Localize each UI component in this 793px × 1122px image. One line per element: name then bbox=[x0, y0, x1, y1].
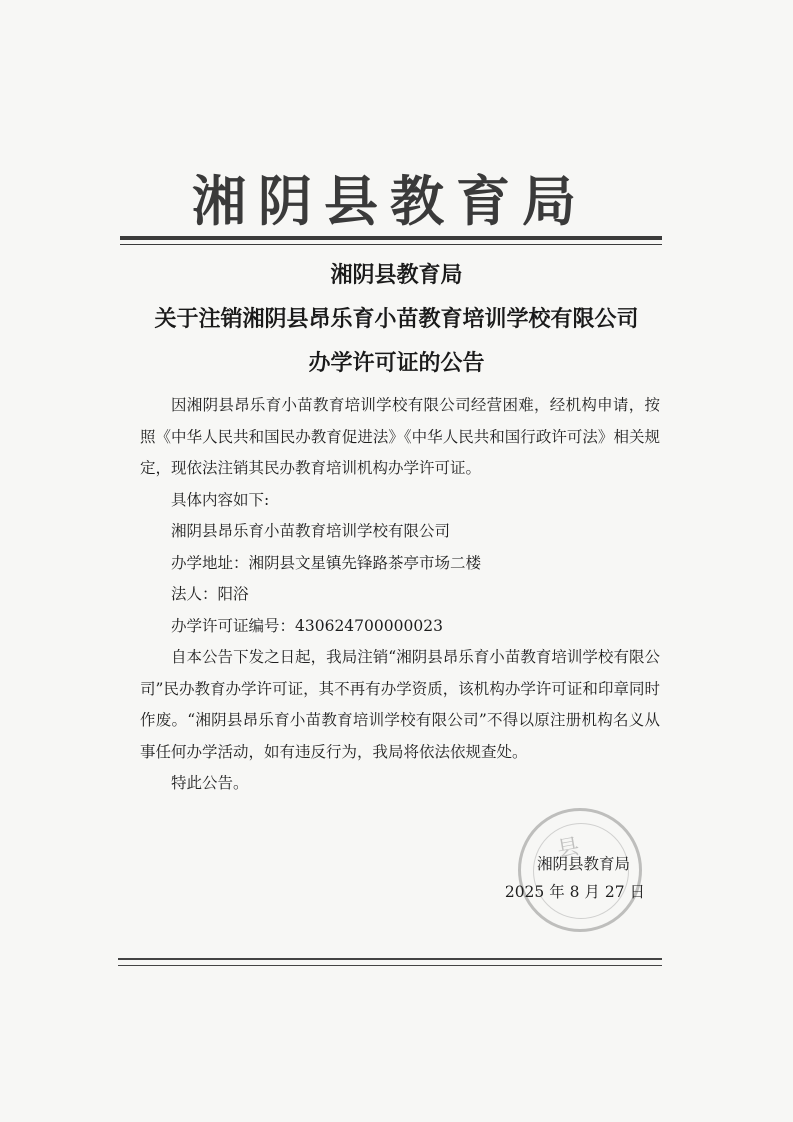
school-address: 办学地址：湘阴县文星镇先锋路茶亭市场二楼 bbox=[171, 553, 482, 572]
seal-text: 县 bbox=[555, 834, 584, 863]
letterhead-divider bbox=[120, 236, 662, 245]
school-name: 湘阴县昂乐育小苗教育培训学校有限公司 bbox=[171, 522, 451, 540]
notice-title-line-2: 关于注销湘阴县昂乐育小苗教育培训学校有限公司 bbox=[154, 307, 639, 332]
notice-title-line-1: 湘阴县教育局 bbox=[330, 263, 463, 288]
license-number: 办学许可证编号：430624700000023 bbox=[171, 616, 443, 635]
signature-date: 2025 年 8 月 27 日 bbox=[504, 883, 645, 901]
body-paragraph-reason: 因湘阴县昂乐育小苗教育培训学校有限公司经营困难，经机构申请，按照《中华人民共和国民办教育促进法》《中华人民共和国行政许可法》相关规定，现依法注销其民办教育培训机构办学许可证。 bbox=[140, 396, 660, 477]
letterhead-title: 湘阴县教育局 bbox=[192, 170, 588, 233]
details-intro: 具体内容如下: bbox=[171, 490, 270, 509]
body-paragraph-effect: 自本公告下发之日起，我局注销“湘阴县昂乐育小苗教育培训学校有限公司”民办教育办学许可证，其不再有办学资质，该机构办学许可证和印章同时作废。“湘阴县昂乐育小苗教育培训学校有限公司”不得以原注册机构名义从事任何办学活动，如有违反行为，我局将依法依规查处。 bbox=[140, 648, 660, 761]
closing-line: 特此公告。 bbox=[171, 774, 249, 792]
legal-representative: 法人：阳浴 bbox=[171, 585, 249, 603]
notice-body bbox=[140, 390, 660, 800]
signature-organization: 湘阴县教育局 bbox=[536, 855, 630, 873]
footer-divider bbox=[118, 958, 662, 966]
notice-title-line-3: 办学许可证的公告 bbox=[308, 351, 485, 376]
